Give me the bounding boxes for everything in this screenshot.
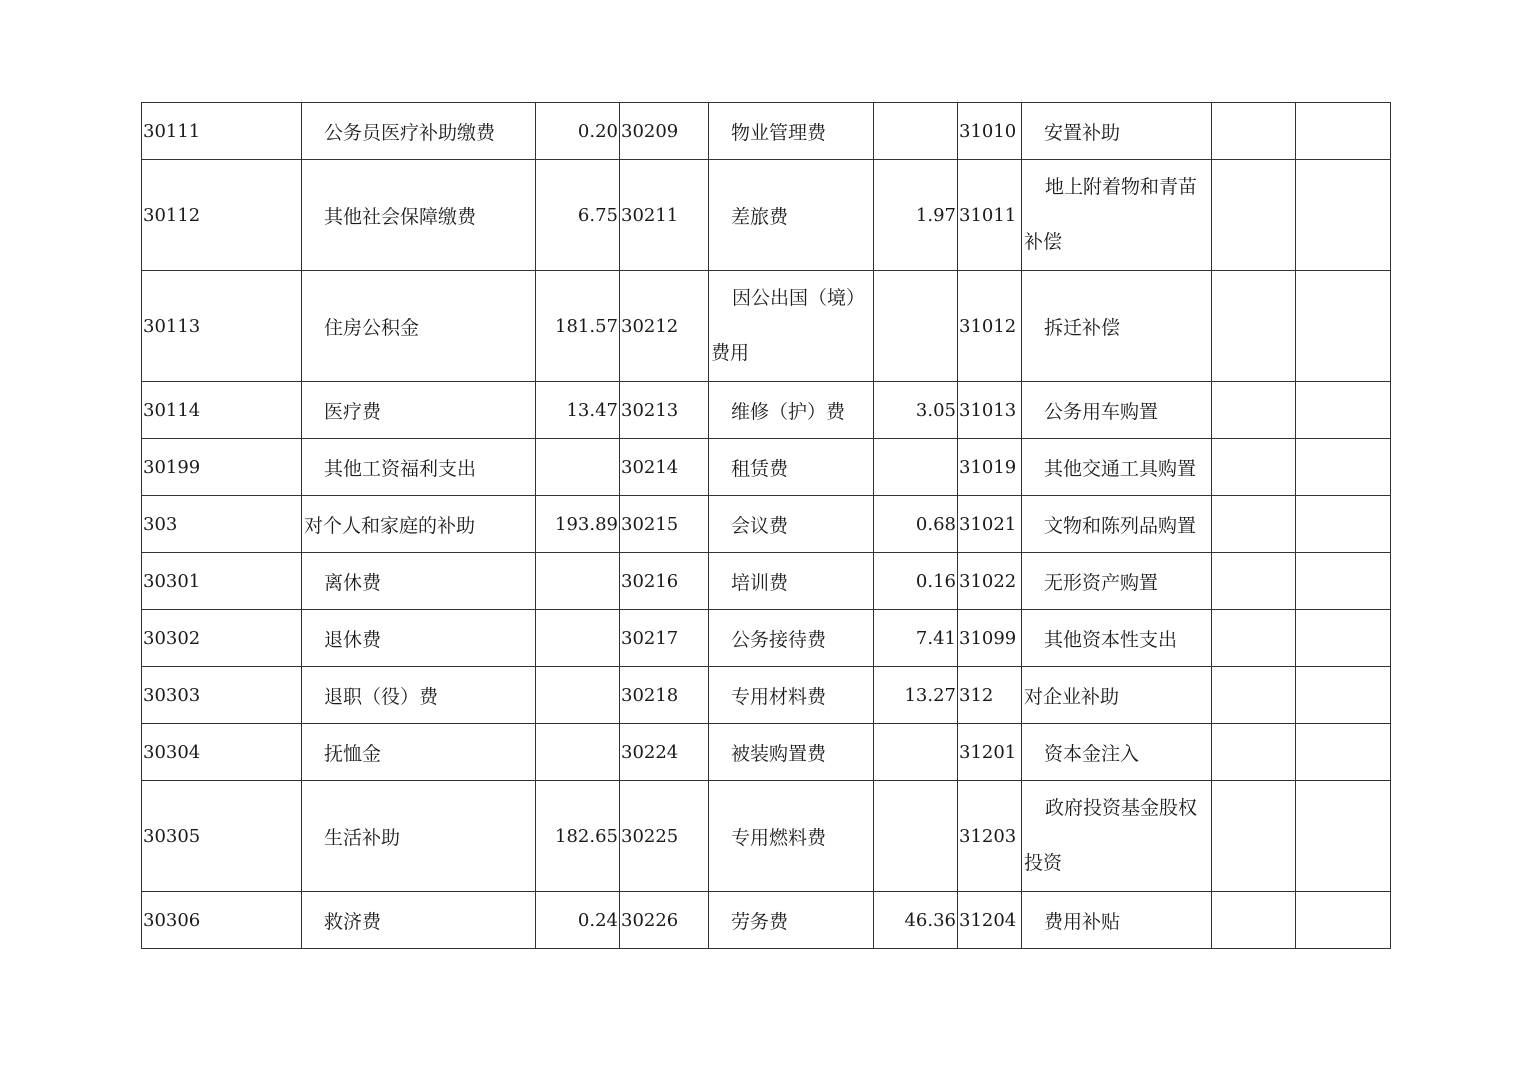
amount-cell (1296, 781, 1391, 892)
table-row (142, 160, 1391, 271)
econ-code-cell: 30305 (142, 781, 302, 892)
amount-cell (1296, 610, 1391, 667)
amount-cell: 0.24 (536, 892, 620, 949)
amount-cell: 6.75 (536, 160, 620, 271)
table-row (142, 724, 1391, 781)
table-row (142, 103, 1391, 160)
econ-code-cell: 312 (958, 667, 1022, 724)
amount-cell (1296, 667, 1391, 724)
amount-cell: 46.36 (874, 892, 958, 949)
econ-name-cell: 生活补助 (302, 781, 536, 892)
amount-cell (1212, 439, 1296, 496)
amount-cell (1212, 610, 1296, 667)
amount-cell: 0.16 (874, 553, 958, 610)
econ-name-cell: 其他工资福利支出 (302, 439, 536, 496)
amount-cell (1212, 724, 1296, 781)
econ-name-cell: 住房公积金 (302, 271, 536, 382)
econ-name-cell: 无形资产购置 (1022, 553, 1212, 610)
econ-code-cell: 30113 (142, 271, 302, 382)
econ-code-cell: 30215 (620, 496, 709, 553)
econ-name-cell: 差旅费 (709, 160, 874, 271)
amount-cell (1296, 439, 1391, 496)
econ-name-text: 因公出国（境）费用 (711, 287, 866, 364)
econ-code-cell: 31011 (958, 160, 1022, 271)
econ-name-cell: 资本金注入 (1022, 724, 1212, 781)
econ-code-cell: 30302 (142, 610, 302, 667)
econ-name-cell: 退休费 (302, 610, 536, 667)
econ-code-cell: 30111 (142, 103, 302, 160)
econ-name-cell: 对企业补助 (1022, 667, 1212, 724)
table-row (142, 781, 1391, 892)
econ-code-cell: 31010 (958, 103, 1022, 160)
amount-cell (1212, 553, 1296, 610)
amount-cell (1296, 724, 1391, 781)
econ-name-cell: 专用燃料费 (709, 781, 874, 892)
table-row (142, 271, 1391, 382)
econ-name-cell: 安置补助 (1022, 103, 1212, 160)
econ-name-cell: 医疗费 (302, 382, 536, 439)
econ-name-cell: 拆迁补偿 (1022, 271, 1212, 382)
econ-name-cell: 文物和陈列品购置 (1022, 496, 1212, 553)
econ-name-cell (1022, 781, 1212, 892)
econ-code-cell: 30199 (142, 439, 302, 496)
amount-cell (1212, 892, 1296, 949)
amount-cell: 181.57 (536, 271, 620, 382)
amount-cell: 0.68 (874, 496, 958, 553)
amount-cell: 0.20 (536, 103, 620, 160)
table-row (142, 439, 1391, 496)
econ-code-cell: 31099 (958, 610, 1022, 667)
econ-code-cell: 303 (142, 496, 302, 553)
econ-code-cell: 30211 (620, 160, 709, 271)
amount-cell (874, 271, 958, 382)
econ-code-cell: 30214 (620, 439, 709, 496)
econ-name-cell: 培训费 (709, 553, 874, 610)
econ-name-cell: 劳务费 (709, 892, 874, 949)
econ-name-cell: 离休费 (302, 553, 536, 610)
econ-code-cell: 30303 (142, 667, 302, 724)
econ-name-cell: 退职（役）费 (302, 667, 536, 724)
amount-cell (1296, 382, 1391, 439)
amount-cell (1296, 271, 1391, 382)
amount-cell (1296, 160, 1391, 271)
econ-name-cell: 对个人和家庭的补助 (302, 496, 536, 553)
amount-cell: 7.41 (874, 610, 958, 667)
table-row (142, 667, 1391, 724)
econ-code-cell: 30224 (620, 724, 709, 781)
amount-cell: 13.27 (874, 667, 958, 724)
econ-code-cell: 30301 (142, 553, 302, 610)
amount-cell (874, 439, 958, 496)
econ-code-cell: 30218 (620, 667, 709, 724)
amount-cell (1212, 382, 1296, 439)
econ-code-cell: 30216 (620, 553, 709, 610)
econ-name-cell: 维修（护）费 (709, 382, 874, 439)
econ-name-cell: 公务接待费 (709, 610, 874, 667)
econ-code-cell: 31203 (958, 781, 1022, 892)
econ-name-cell: 其他资本性支出 (1022, 610, 1212, 667)
econ-name-text: 政府投资基金股权投资 (1024, 797, 1198, 874)
econ-code-cell: 30209 (620, 103, 709, 160)
amount-cell (1296, 553, 1391, 610)
econ-code-cell: 31019 (958, 439, 1022, 496)
amount-cell (536, 439, 620, 496)
econ-code-cell: 31201 (958, 724, 1022, 781)
econ-name-cell: 其他社会保障缴费 (302, 160, 536, 271)
econ-name-cell: 公务员医疗补助缴费 (302, 103, 536, 160)
amount-cell (1296, 892, 1391, 949)
econ-name-cell: 公务用车购置 (1022, 382, 1212, 439)
econ-code-cell: 31022 (958, 553, 1022, 610)
table-row (142, 892, 1391, 949)
table-row (142, 610, 1391, 667)
amount-cell (1212, 781, 1296, 892)
amount-cell (1212, 103, 1296, 160)
econ-name-cell (1022, 160, 1212, 271)
econ-code-cell: 30226 (620, 892, 709, 949)
econ-name-cell: 抚恤金 (302, 724, 536, 781)
econ-name-cell: 被装购置费 (709, 724, 874, 781)
amount-cell (1212, 160, 1296, 271)
econ-name-cell (709, 271, 874, 382)
budget-table-container (141, 102, 1390, 949)
table-row (142, 553, 1391, 610)
econ-code-cell: 31012 (958, 271, 1022, 382)
amount-cell (1212, 271, 1296, 382)
amount-cell: 1.97 (874, 160, 958, 271)
econ-code-cell: 30217 (620, 610, 709, 667)
amount-cell (874, 724, 958, 781)
amount-cell (874, 103, 958, 160)
econ-name-cell: 费用补贴 (1022, 892, 1212, 949)
econ-name-cell: 其他交通工具购置 (1022, 439, 1212, 496)
amount-cell (1296, 496, 1391, 553)
table-row (142, 382, 1391, 439)
econ-code-cell: 30212 (620, 271, 709, 382)
econ-code-cell: 31204 (958, 892, 1022, 949)
econ-code-cell: 30225 (620, 781, 709, 892)
amount-cell: 182.65 (536, 781, 620, 892)
econ-code-cell: 31021 (958, 496, 1022, 553)
table-row (142, 496, 1391, 553)
econ-code-cell: 31013 (958, 382, 1022, 439)
econ-name-cell: 租赁费 (709, 439, 874, 496)
budget-expenditure-table (141, 102, 1391, 949)
amount-cell: 13.47 (536, 382, 620, 439)
amount-cell (536, 724, 620, 781)
amount-cell (536, 553, 620, 610)
amount-cell (1212, 496, 1296, 553)
econ-name-cell: 会议费 (709, 496, 874, 553)
amount-cell (1296, 103, 1391, 160)
econ-name-cell: 专用材料费 (709, 667, 874, 724)
amount-cell (874, 781, 958, 892)
econ-name-cell: 救济费 (302, 892, 536, 949)
amount-cell (536, 610, 620, 667)
amount-cell (536, 667, 620, 724)
econ-code-cell: 30213 (620, 382, 709, 439)
econ-name-cell: 物业管理费 (709, 103, 874, 160)
econ-code-cell: 30306 (142, 892, 302, 949)
amount-cell (1212, 667, 1296, 724)
econ-code-cell: 30304 (142, 724, 302, 781)
econ-code-cell: 30112 (142, 160, 302, 271)
amount-cell: 3.05 (874, 382, 958, 439)
econ-code-cell: 30114 (142, 382, 302, 439)
amount-cell: 193.89 (536, 496, 620, 553)
econ-name-text: 地上附着物和青苗补偿 (1024, 176, 1198, 253)
